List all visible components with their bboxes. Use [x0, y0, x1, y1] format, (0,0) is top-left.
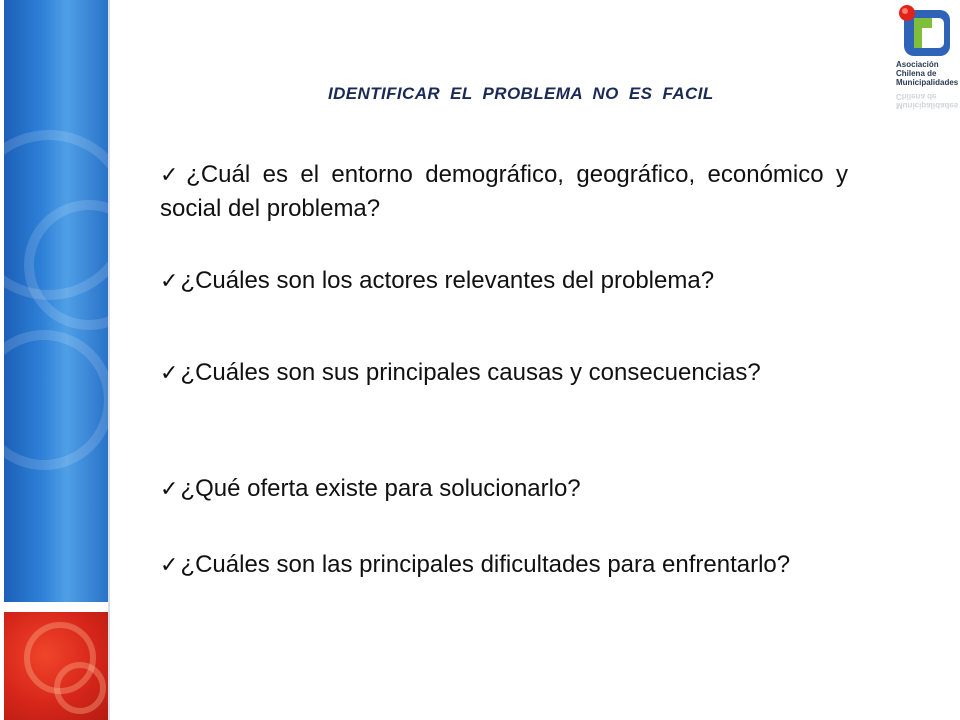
slide-title: IDENTIFICAR EL PROBLEMA NO ES FACIL: [328, 84, 714, 103]
question-item: [160, 158, 848, 225]
question-text: ¿Cuáles son los actores relevantes del problema?: [180, 267, 715, 294]
question-text: ¿Qué oferta existe para solucionarlo?: [180, 475, 581, 502]
question-item: [160, 356, 848, 390]
association-logo: [890, 0, 960, 130]
check-icon: ✓: [160, 361, 179, 386]
logo-reflection-line: Municipalidades: [896, 101, 959, 110]
red-decorative-panel: [4, 612, 108, 720]
blue-decorative-panel: [4, 0, 108, 602]
logo-line-2: Chilena de: [896, 69, 937, 78]
check-icon: ✓: [160, 477, 179, 502]
logo-line-3: Municipalidades: [896, 78, 959, 87]
question-item: [160, 264, 848, 298]
question-text: ¿Cuál es el entorno demográfico, geográfico, económico y social del problema?: [160, 161, 848, 222]
check-icon: ✓: [160, 553, 179, 578]
band-divider: [0, 602, 110, 612]
blue-swirl-decoration: [4, 330, 108, 470]
logo-mark-icon: [896, 2, 952, 58]
check-icon: ✓: [160, 269, 179, 294]
band-edge-line: [108, 0, 110, 720]
question-item: [160, 548, 848, 582]
check-icon: ✓: [160, 163, 185, 188]
question-text: ¿Cuáles son sus principales causas y consecuencias?: [180, 359, 761, 386]
logo-line-1: Asociación: [896, 60, 939, 69]
logo-reflection-line: Chilena de: [896, 92, 937, 101]
logo-reflection: [896, 92, 960, 118]
logo-reflection-text: [896, 92, 960, 110]
logo-text: [896, 60, 960, 87]
question-text: ¿Cuáles son las principales dificultades para enfrentarlo?: [180, 551, 791, 578]
left-decorative-band: [0, 0, 110, 720]
red-swirl-decoration: [54, 662, 106, 714]
question-item: [160, 472, 848, 506]
